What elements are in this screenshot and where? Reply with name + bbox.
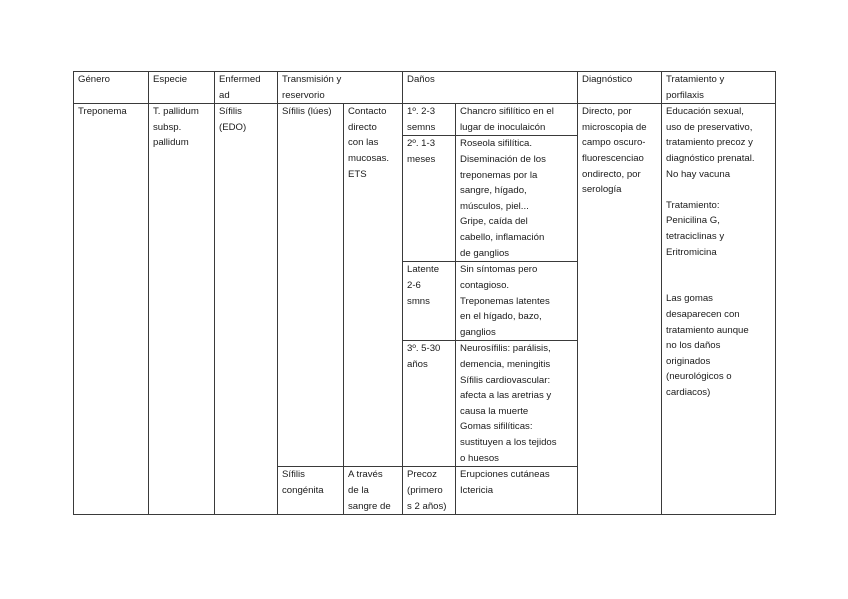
cell-tratamiento: Educación sexual, uso de preservativo, tratamiento precoz y diagnóstico prenatal. No hay vacuna Tratamiento: Penicilina G, tetraciclinas y Eritromicina Las gomas desaparecen con tratamiento aunque no los daños originados (neurológicos o cardiacos): [662, 104, 776, 515]
cell-enfermedad: Sífilis (EDO): [215, 104, 278, 515]
cell-desc-1: Chancro sifilítico en el lugar de inoculaicón: [456, 104, 578, 136]
cell-stage-precoz: Precoz (primero s 2 años): [403, 467, 456, 515]
header-transmision: Transmisión y reservorio: [278, 72, 403, 104]
header-tratamiento: Tratamiento y porfilaxis: [662, 72, 776, 104]
cell-desc-3: Neurosífilis: parálisis, demencia, meningitis Sífilis cardiovascular: afecta a las aretrias y causa la muerte Gomas sifilíticas: sustituyen a los tejidos o huesos: [456, 341, 578, 467]
header-enfermedad: Enfermed ad: [215, 72, 278, 104]
cell-sifilis-lues: Sífilis (lúes): [278, 104, 344, 467]
cell-via-sangre: A través de la sangre de: [344, 467, 403, 515]
header-danos: Daños: [403, 72, 578, 104]
cell-desc-latente: Sin síntomas pero contagioso. Treponemas latentes en el hígado, bazo, ganglios: [456, 262, 578, 341]
cell-diagnostico: Directo, por microscopia de campo oscuro- fluorescenciao ondirecto, por serología: [578, 104, 662, 515]
header-especie: Especie: [149, 72, 215, 104]
header-genero: Género: [74, 72, 149, 104]
syphilis-table: [73, 71, 776, 515]
cell-stage-latente: Latente 2-6 smns: [403, 262, 456, 341]
cell-desc-precoz: Erupciones cutáneas Ictericia: [456, 467, 578, 515]
cell-stage-2: 2º. 1-3 meses: [403, 136, 456, 262]
cell-stage-1: 1º. 2-3 semns: [403, 104, 456, 136]
cell-sifilis-congenita: Sífilis congénita: [278, 467, 344, 515]
cell-especie: T. pallidum subsp. pallidum: [149, 104, 215, 515]
cell-genero: Treponema: [74, 104, 149, 515]
cell-contacto-directo: Contacto directo con las mucosas. ETS: [344, 104, 403, 467]
header-row: [74, 72, 776, 104]
cell-desc-2: Roseola sifilítica. Diseminación de los treponemas por la sangre, hígado, músculos, piel... Gripe, caída del cabello, inflamación de ganglios: [456, 136, 578, 262]
table-row: [74, 104, 776, 136]
cell-stage-3: 3º. 5-30 años: [403, 341, 456, 467]
header-diagnostico: Diagnóstico: [578, 72, 662, 104]
